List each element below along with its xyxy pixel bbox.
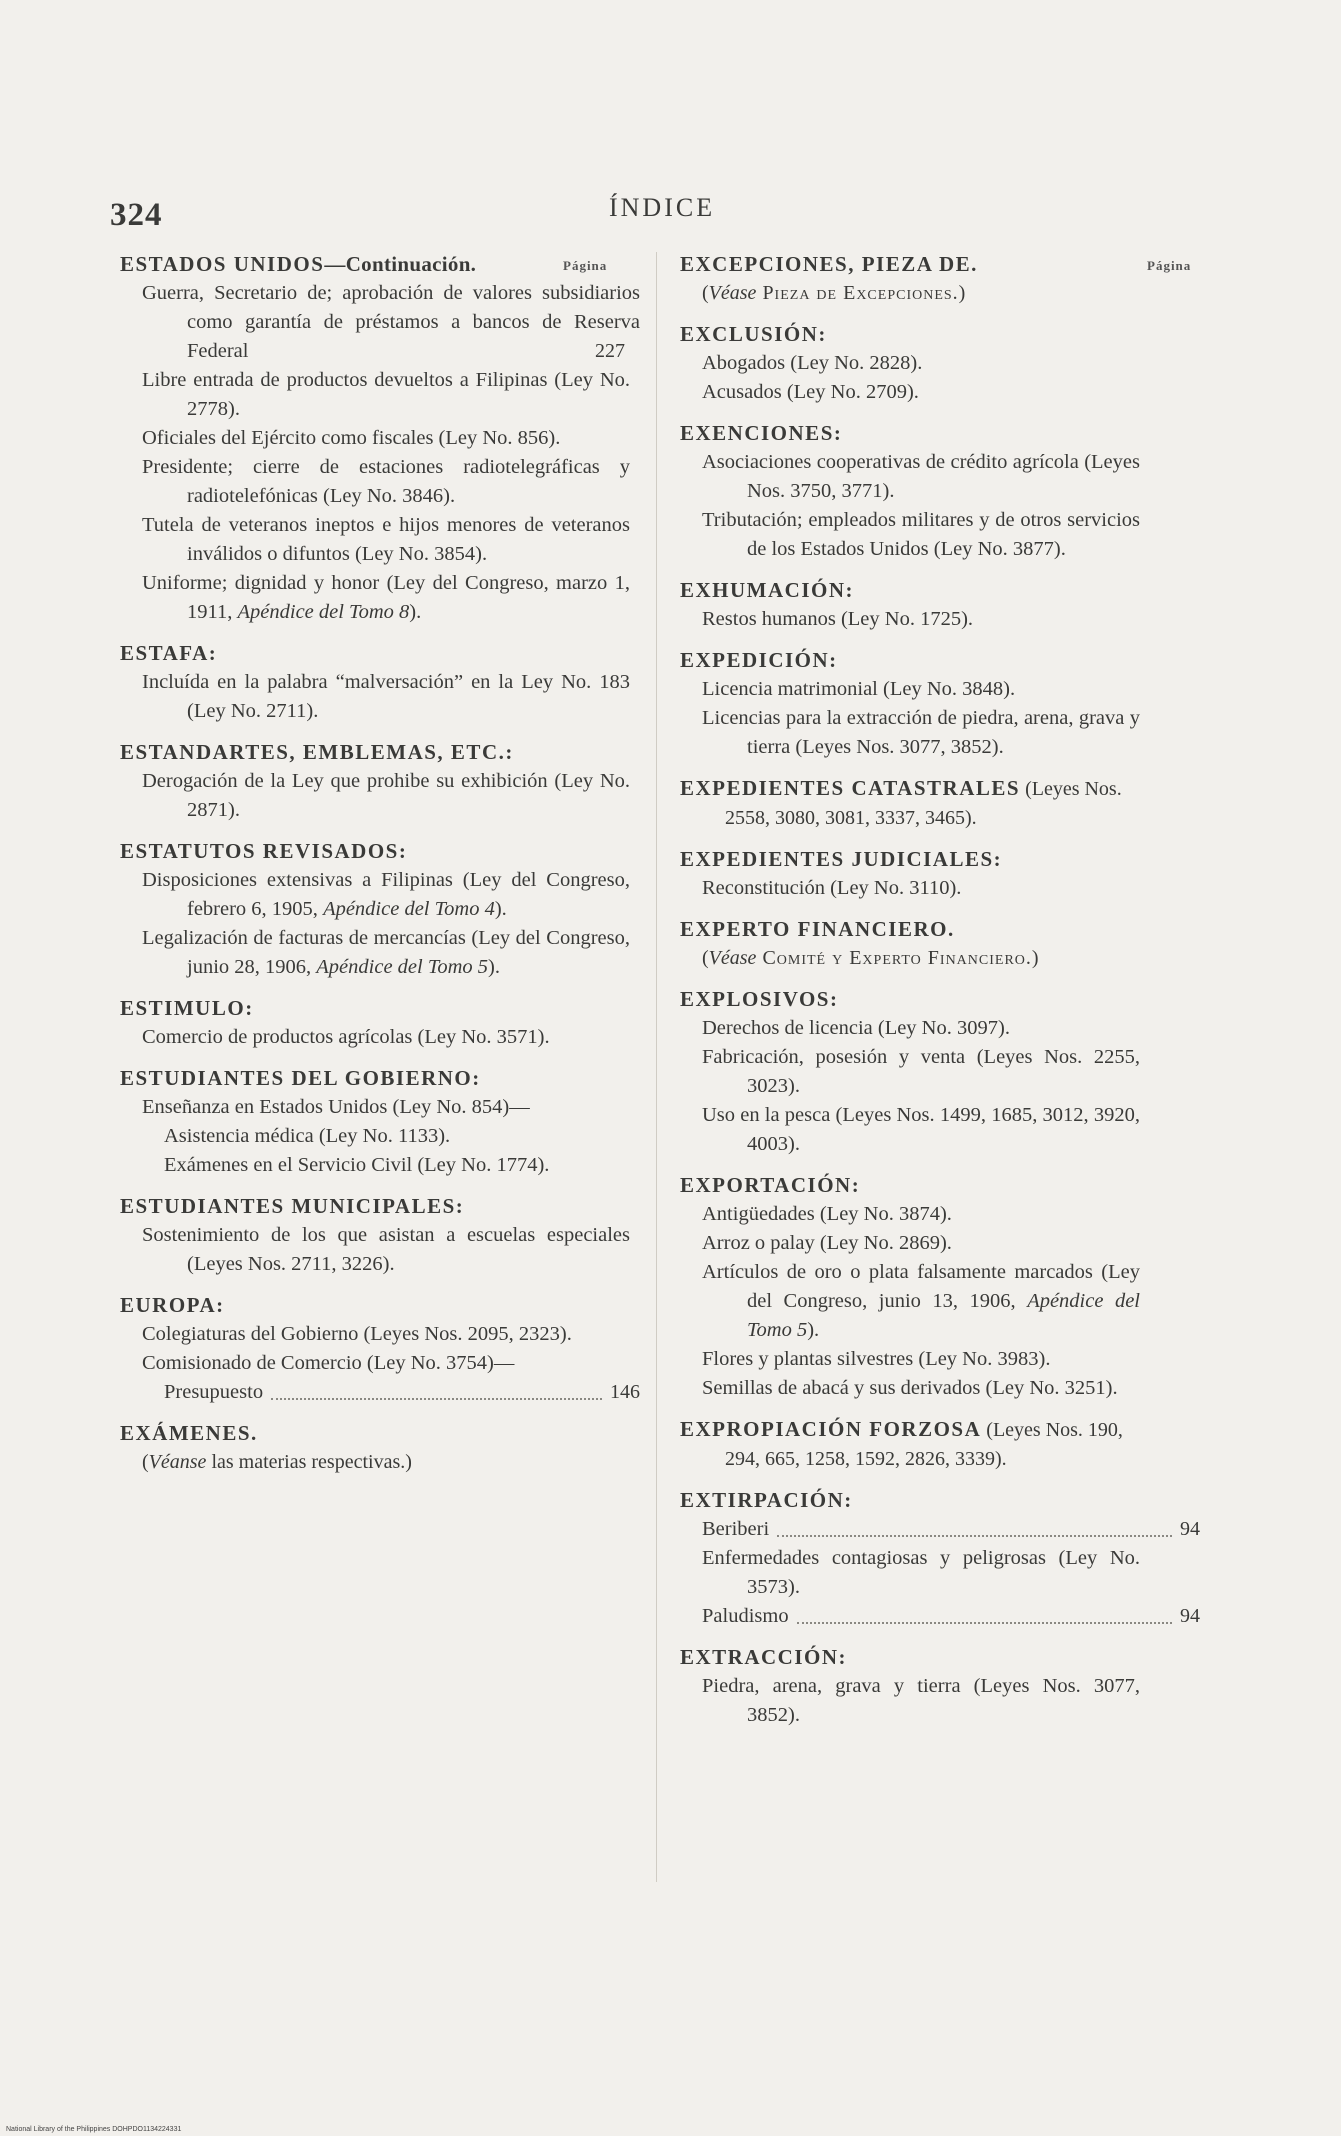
see-reference: (Véanse las materias respectivas.) — [142, 1451, 412, 1473]
sub-entry: Artículos de oro o plata falsamente marcados (Ley del Congreso, junio 13, 1906, Apéndice del Tomo 5). — [702, 1261, 1141, 1341]
sub-entry: Incluída en la palabra “malversación” en la Ley No. 183 (Ley No. 2711). — [142, 671, 630, 722]
entry-heading: EXPLOSIVOS: — [680, 987, 839, 1011]
entry-explosivos — [680, 985, 1140, 1159]
dot-leader — [797, 1622, 1172, 1624]
entry-estudiantes-municipales — [120, 1192, 630, 1279]
sub-entry: Asociaciones cooperativas de crédito agrícola (Leyes Nos. 3750, 3771). — [702, 451, 1140, 502]
column-divider — [656, 252, 657, 1882]
scan-footer: National Library of the Philippines DOHPDO1134224331 — [6, 2126, 182, 2133]
sub-sub-entry: Asistencia médica (Ley No. 1133). — [164, 1125, 451, 1147]
dot-leader — [777, 1535, 1172, 1537]
sub-entry: Fabricación, posesión y venta (Leyes Nos. 2255, 3023). — [702, 1046, 1140, 1097]
entry-estandartes — [120, 738, 630, 825]
entry-heading: EXPERTO FINANCIERO. — [680, 917, 955, 941]
entry-heading: EXPEDICIÓN: — [680, 648, 838, 672]
sub-entry: Enseñanza en Estados Unidos (Ley No. 854)— — [142, 1096, 530, 1118]
entry-heading-inline: EXPROPIACIÓN FORZOSA (Leyes Nos. 190, 294, 665, 1258, 1592, 2826, 3339). — [680, 1417, 1123, 1470]
entry-excepciones — [680, 250, 1140, 308]
sub-entry: Acusados (Ley No. 2709). — [702, 381, 919, 403]
sub-entry: Uso en la pesca (Leyes Nos. 1499, 1685, 3012, 3920, 4003). — [702, 1104, 1140, 1155]
sub-entry: Comisionado de Comercio (Ley No. 3754)— — [142, 1352, 515, 1374]
entry-heading: ESTAFA: — [120, 641, 218, 665]
entry-heading: EXCLUSIÓN: — [680, 322, 827, 346]
sub-entry: Oficiales del Ejército como fiscales (Ley No. 856). — [142, 427, 561, 449]
entry-heading: EXPORTACIÓN: — [680, 1173, 861, 1197]
sub-entry: Guerra, Secretario de; aprobación de valores subsidiarios como garantía de préstamos a bancos de Reserva Federal 227 — [142, 282, 640, 362]
entry-heading: EXCEPCIONES, PIEZA DE. — [680, 252, 978, 276]
sub-entry: Arroz o palay (Ley No. 2869). — [702, 1232, 952, 1254]
sub-entry: Derechos de licencia (Ley No. 3097). — [702, 1017, 1010, 1039]
sub-entry: Licencias para la extracción de piedra, arena, grava y tierra (Leyes Nos. 3077, 3852). — [702, 707, 1140, 758]
sub-entry: Flores y plantas silvestres (Ley No. 3983). — [702, 1348, 1051, 1370]
entry-heading: EXÁMENES. — [120, 1421, 258, 1445]
see-reference: (Véase Comité y Experto Financiero.) — [702, 947, 1040, 969]
entry-heading: ESTATUTOS REVISADOS: — [120, 839, 408, 863]
entry-experto-financiero — [680, 915, 1140, 973]
entry-heading: EXHUMACIÓN: — [680, 578, 854, 602]
entry-heading: ESTADOS UNIDOS—Continuación. — [120, 252, 477, 276]
sub-entry: Tributación; empleados militares y de otros servicios de los Estados Unidos (Ley No. 3877). — [702, 509, 1140, 560]
sub-entry: Piedra, arena, grava y tierra (Leyes Nos. 3077, 3852). — [702, 1675, 1140, 1726]
sub-entry: Comercio de productos agrícolas (Ley No. 3571). — [142, 1026, 550, 1048]
entry-heading: EXPEDIENTES JUDICIALES: — [680, 847, 1003, 871]
entry-expropiacion-forzosa — [680, 1415, 1140, 1474]
entry-examenes — [120, 1419, 630, 1477]
entry-heading: EXTIRPACIÓN: — [680, 1488, 853, 1512]
entry-estudiantes-gobierno — [120, 1064, 630, 1180]
sub-entry: Disposiciones extensivas a Filipinas (Ley del Congreso, febrero 6, 1905, Apéndice del Tomo 4). — [142, 869, 630, 920]
sub-entry: Semillas de abacá y sus derivados (Ley No. 3251). — [702, 1377, 1118, 1399]
sub-entry: Licencia matrimonial (Ley No. 3848). — [702, 678, 1016, 700]
entry-expedientes-catastrales — [680, 774, 1140, 833]
sub-entry: Libre entrada de productos devueltos a Filipinas (Ley No. 2778). — [142, 369, 630, 420]
sub-entry: Reconstitución (Ley No. 3110). — [702, 877, 962, 899]
sub-sub-entry: Presupuesto 146 — [164, 1381, 640, 1403]
sub-entry: Tutela de veteranos ineptos e hijos menores de veteranos inválidos o difuntos (Ley No. 3854). — [142, 514, 630, 565]
sub-entry: Sostenimiento de los que asistan a escuelas especiales (Leyes Nos. 2711, 3226). — [142, 1224, 630, 1275]
sub-entry: Presidente; cierre de estaciones radiotelegráficas y radiotelefónicas (Ley No. 3846). — [142, 456, 630, 507]
entry-estados-unidos — [120, 250, 640, 627]
page-number: 324 — [110, 197, 163, 233]
entry-heading: ESTANDARTES, EMBLEMAS, ETC.: — [120, 740, 514, 764]
entry-exenciones — [680, 419, 1140, 564]
sub-entry: Abogados (Ley No. 2828). — [702, 352, 923, 374]
entry-heading: EXTRACCIÓN: — [680, 1645, 848, 1669]
left-column — [120, 250, 640, 1489]
sub-entry: Beriberi 94 — [702, 1518, 1200, 1540]
entry-exhumacion — [680, 576, 1140, 634]
entry-heading: ESTIMULO: — [120, 996, 254, 1020]
sub-entry: Restos humanos (Ley No. 1725). — [702, 608, 974, 630]
sub-entry: Colegiaturas del Gobierno (Leyes Nos. 2095, 2323). — [142, 1323, 572, 1345]
sub-entry: Uniforme; dignidad y honor (Ley del Congreso, marzo 1, 1911, Apéndice del Tomo 8). — [142, 572, 630, 623]
sub-sub-entry: Exámenes en el Servicio Civil (Ley No. 1774). — [164, 1154, 550, 1176]
entry-extraccion — [680, 1643, 1140, 1730]
entry-heading: ESTUDIANTES MUNICIPALES: — [120, 1194, 465, 1218]
entry-expedientes-judiciales — [680, 845, 1140, 903]
sub-entry: Legalización de facturas de mercancías (Ley del Congreso, junio 28, 1906, Apéndice del Tomo 5). — [142, 927, 630, 978]
entry-europa — [120, 1291, 640, 1407]
entry-estimulo — [120, 994, 630, 1052]
sub-entry: Paludismo 94 — [702, 1605, 1200, 1627]
entry-heading: EUROPA: — [120, 1293, 225, 1317]
see-reference: (Véase Pieza de Excepciones.) — [702, 282, 967, 304]
entry-exclusion — [680, 320, 1140, 407]
dot-leader — [271, 1398, 602, 1400]
entry-heading-inline: EXPEDIENTES CATASTRALES (Leyes Nos. 2558, 3080, 3081, 3337, 3465). — [680, 776, 1122, 829]
sub-entry: Enfermedades contagiosas y peligrosas (Ley No. 3573). — [702, 1547, 1140, 1598]
entry-estafa — [120, 639, 630, 726]
pagina-label-right: Página — [1147, 258, 1192, 273]
sub-entry: Derogación de la Ley que prohibe su exhibición (Ley No. 2871). — [142, 770, 630, 821]
sub-entry: Antigüedades (Ley No. 3874). — [702, 1203, 952, 1225]
entry-estatutos-revisados — [120, 837, 630, 982]
pagina-label-left: Página — [563, 258, 608, 273]
entry-exportacion — [680, 1171, 1140, 1403]
entry-expedicion — [680, 646, 1140, 762]
running-title: ÍNDICE — [609, 193, 716, 222]
entry-extirpacion — [680, 1486, 1200, 1631]
entry-heading: EXENCIONES: — [680, 421, 843, 445]
entry-heading: ESTUDIANTES DEL GOBIERNO: — [120, 1066, 481, 1090]
